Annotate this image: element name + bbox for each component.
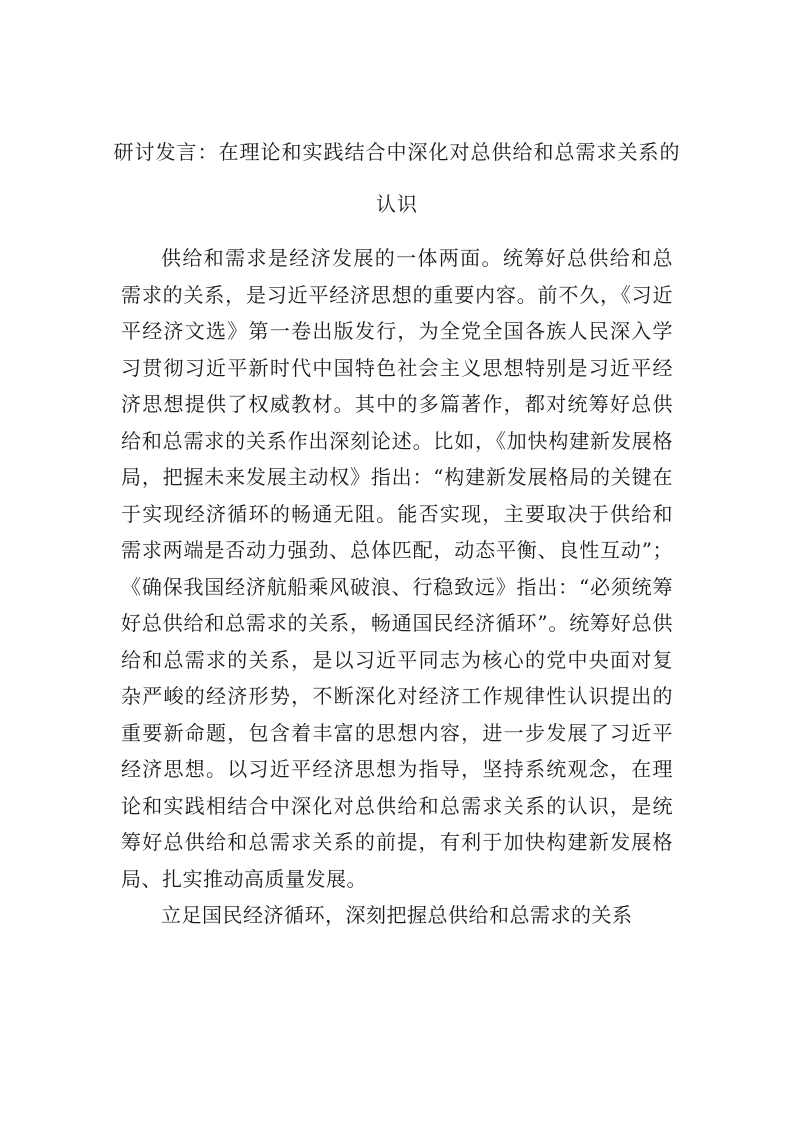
- document-title: 研讨发言：在理论和实践结合中深化对总供给和总需求关系的认识: [113, 140, 681, 216]
- section-heading: 立足国民经济循环，深刻把握总供给和总需求的关系: [161, 903, 633, 927]
- document-body: [121, 240, 673, 934]
- body-paragraph: 供给和需求是经济发展的一体两面。统筹好总供给和总需求的关系，是习近平经济思想的重要内容。前不久，《习近平经济文选》第一卷出版发行，为全党全国各族人民深入学习贯彻习近平新时代中国特色社会主义思想特别是习近平经济思想提供了权威教材。其中的多篇著作，都对统筹好总供给和总需求的关系作出深刻论述。比如，《加快构建新发展格局，把握未来发展主动权》指出：“构建新发展格局的关键在于实现经济循环的畅通无阻。能否实现，主要取决于供给和需求两端是否动力强劲、总体匹配，动态平衡、良性互动”；《确保我国经济航船乘风破浪、行稳致远》指出：“必须统筹好总供给和总需求的关系，畅通国民经济循环”。统筹好总供给和总需求的关系，是以习近平同志为核心的党中央面对复杂严峻的经济形势，不断深化对经济工作规律性认识提出的重要新命题，包含着丰富的思想内容，进一步发展了习近平经济思想。以习近平经济思想为指导，坚持系统观念，在理论和实践相结合中深化对总供给和总需求关系的认识，是统筹好总供给和总需求关系的前提，有利于加快构建新发展格局、扎实推动高质量发展。: [121, 246, 673, 891]
